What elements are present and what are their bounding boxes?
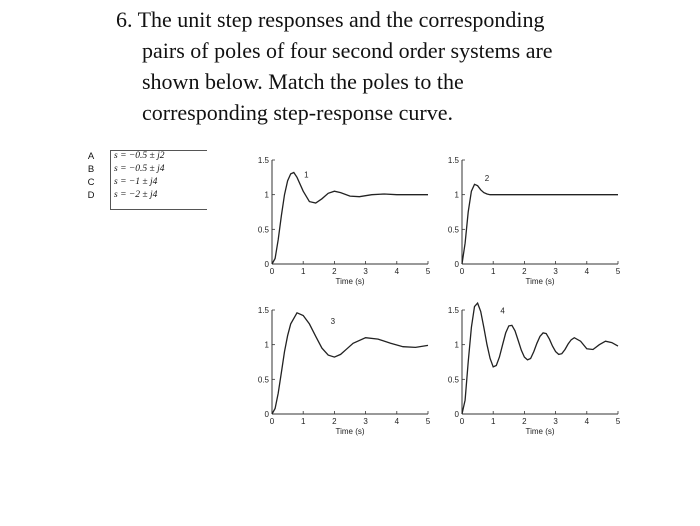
y-tick-label: 1.5 <box>447 156 459 165</box>
step-response-curve <box>462 184 618 264</box>
x-tick-label: 0 <box>269 417 275 426</box>
x-axis-label: Time (s) <box>335 427 365 436</box>
x-tick-label: 2 <box>522 267 527 276</box>
x-tick-label: 5 <box>425 267 431 276</box>
pole-expression: s = −0.5 ± j4 <box>114 164 165 174</box>
x-tick-label: 4 <box>394 267 400 276</box>
x-tick-label: 0 <box>459 267 465 276</box>
x-tick-label: 1 <box>490 417 496 426</box>
y-tick-label: 0.5 <box>257 225 269 235</box>
x-axis-label: Time (s) <box>525 427 555 436</box>
y-tick-label: 0 <box>454 410 459 419</box>
x-tick-label: 4 <box>584 267 590 276</box>
x-tick-label: 3 <box>363 267 368 276</box>
step-response-curve <box>272 173 428 265</box>
step-response-curve <box>462 303 618 414</box>
x-tick-label: 0 <box>269 267 275 276</box>
x-tick-label: 5 <box>615 267 621 276</box>
pole-letter: B <box>87 164 95 175</box>
x-tick-label: 5 <box>615 417 621 426</box>
pole-expression: s = −0.5 ± j2 <box>114 151 165 161</box>
pole-expression: s = −2 ± j4 <box>114 190 158 200</box>
step-response-curve <box>272 313 428 414</box>
curve-number-label: 1 <box>304 170 309 180</box>
question-line: shown below. Match the poles to the <box>142 69 464 94</box>
x-tick-label: 2 <box>332 267 337 276</box>
curve-number-label: 3 <box>330 316 336 326</box>
x-tick-label: 4 <box>394 417 400 426</box>
x-axis-label: Time (s) <box>525 277 555 286</box>
x-tick-label: 1 <box>490 267 496 276</box>
x-tick-label: 3 <box>553 417 558 426</box>
y-tick-label: 0 <box>264 410 269 419</box>
y-tick-label: 1 <box>454 190 459 200</box>
curve-number-label: 2 <box>484 173 490 183</box>
pole-letter: A <box>87 151 95 162</box>
x-tick-label: 1 <box>300 267 306 276</box>
x-tick-label: 3 <box>363 417 368 426</box>
question-line: pairs of poles of four second order systems are <box>142 38 553 63</box>
pole-letter: C <box>87 177 95 188</box>
y-tick-label: 1 <box>264 340 269 350</box>
x-tick-label: 2 <box>332 417 337 426</box>
pole-letter: D <box>87 190 95 201</box>
y-tick-label: 1.5 <box>447 306 459 315</box>
x-axis-label: Time (s) <box>335 277 365 286</box>
y-tick-label: 0.5 <box>447 375 459 385</box>
x-tick-label: 0 <box>459 417 465 426</box>
y-tick-label: 1.5 <box>257 306 269 315</box>
x-tick-label: 1 <box>300 417 306 426</box>
y-tick-label: 0 <box>454 260 459 269</box>
x-tick-label: 3 <box>553 267 558 276</box>
y-tick-label: 1 <box>454 340 459 350</box>
y-tick-label: 0.5 <box>447 225 459 235</box>
y-tick-label: 1 <box>264 190 269 200</box>
y-tick-label: 0 <box>264 260 269 269</box>
question-line: 6. The unit step responses and the corresponding <box>116 7 545 32</box>
x-tick-label: 4 <box>584 417 590 426</box>
y-tick-label: 0.5 <box>257 375 269 385</box>
curve-number-label: 4 <box>500 306 505 316</box>
pole-expression: s = −1 ± j4 <box>114 177 158 187</box>
x-tick-label: 2 <box>522 417 527 426</box>
x-tick-label: 5 <box>425 417 431 426</box>
y-tick-label: 1.5 <box>257 156 269 165</box>
question-line: corresponding step-response curve. <box>142 100 453 125</box>
